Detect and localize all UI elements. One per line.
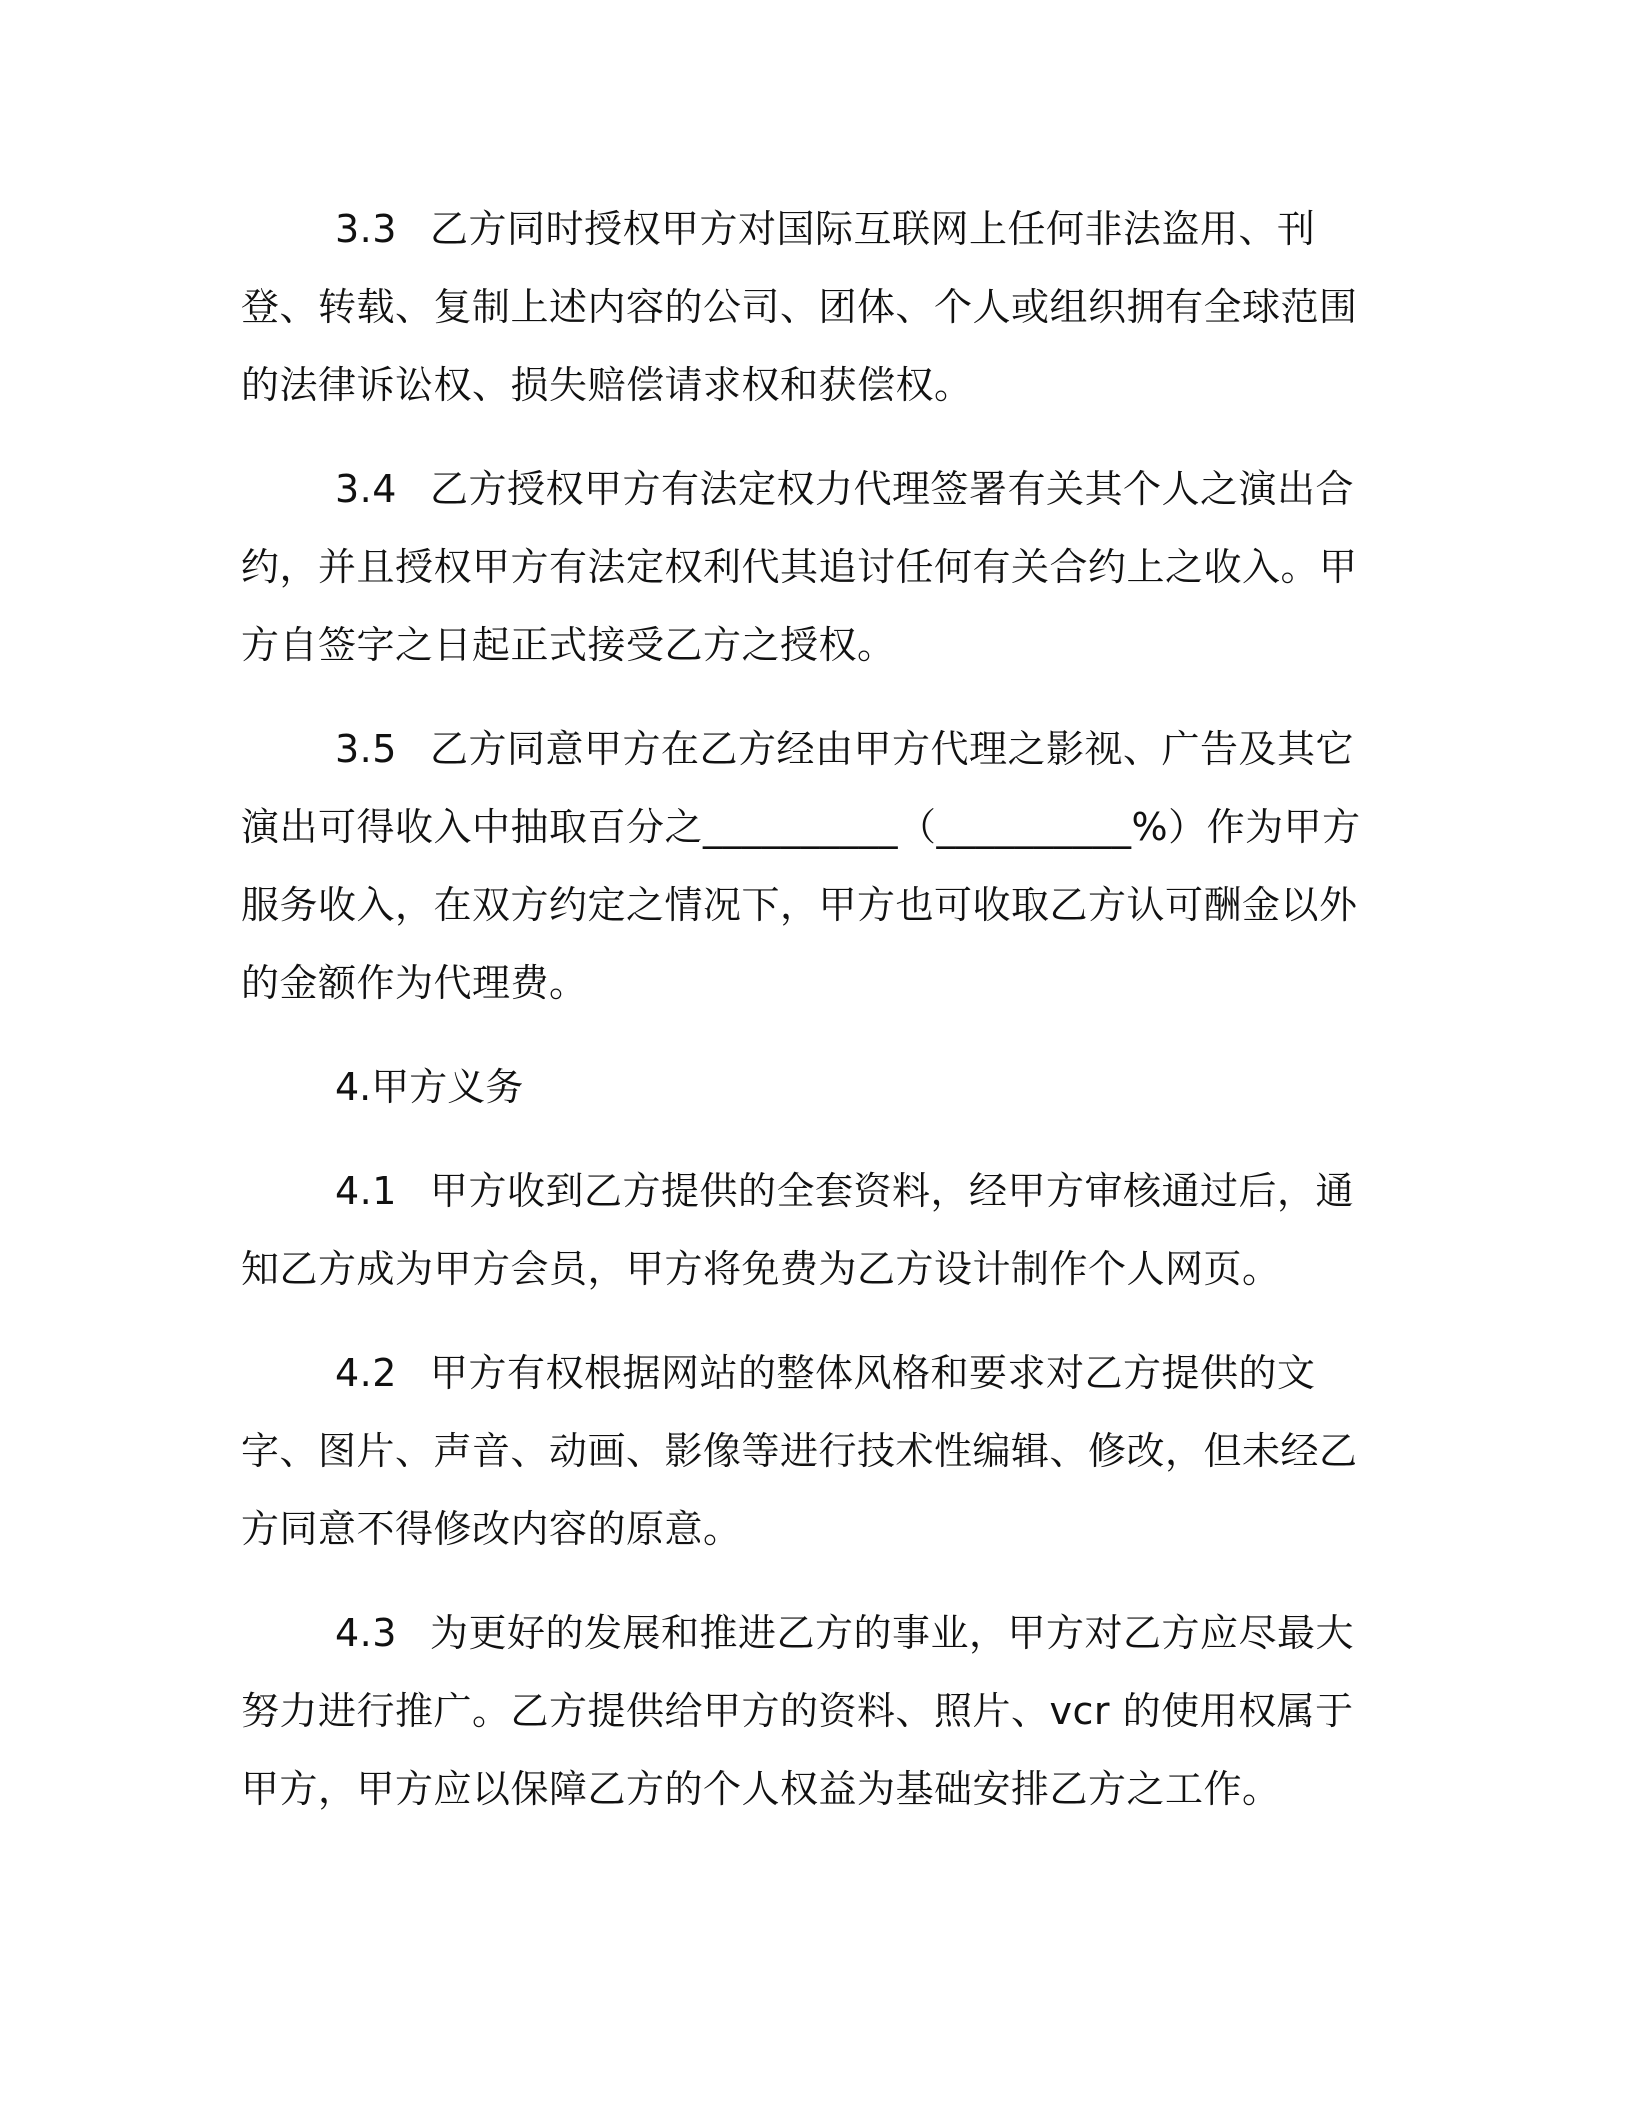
clause-3-5 <box>241 710 1391 1022</box>
section-heading: 4.甲方义务 <box>335 1065 524 1109</box>
clause-4-3 <box>241 1594 1391 1828</box>
clause-4-2 <box>241 1334 1391 1568</box>
clause-text: 乙方授权甲方有法定权力代理签署有关其个人之演出合约，并且授权甲方有法定权利代其追讨任何有关合约上之收入。甲方自签字之日起正式接受乙方之授权。 <box>241 467 1358 667</box>
clause-number: 4.3 <box>335 1611 397 1655</box>
clause-number: 3.3 <box>335 207 397 251</box>
clause-number: 4.1 <box>335 1169 397 1213</box>
clause-number: 3.4 <box>335 467 397 511</box>
clause-3-3 <box>241 190 1391 424</box>
document-page <box>241 190 1391 1854</box>
clause-number: 4.2 <box>335 1351 397 1395</box>
clause-4-1 <box>241 1152 1391 1308</box>
clause-text: 甲方有权根据网站的整体风格和要求对乙方提供的文字、图片、声音、动画、影像等进行技术性编辑、修改，但未经乙方同意不得修改内容的原意。 <box>241 1351 1358 1551</box>
clause-text: 乙方同时授权甲方对国际互联网上任何非法盗用、刊登、转载、复制上述内容的公司、团体、个人或组织拥有全球范围的法律诉讼权、损失赔偿请求权和获偿权。 <box>241 207 1358 407</box>
clause-text: 为更好的发展和推进乙方的事业，甲方对乙方应尽最大努力进行推广。乙方提供给甲方的资料、照片、vcr 的使用权属于甲方，甲方应以保障乙方的个人权益为基础安排乙方之工作。 <box>241 1611 1355 1811</box>
clause-number: 3.5 <box>335 727 397 771</box>
clause-text: 乙方同意甲方在乙方经由甲方代理之影视、广告及其它演出可得收入中抽取百分之__________（__________%）作为甲方服务收入，在双方约定之情况下，甲方也可收取乙方认可酬金以外的金额作为代理费。 <box>241 727 1361 1005</box>
clause-text: 甲方收到乙方提供的全套资料，经甲方审核通过后，通知乙方成为甲方会员，甲方将免费为乙方设计制作个人网页。 <box>241 1169 1355 1291</box>
clause-3-4 <box>241 450 1391 684</box>
